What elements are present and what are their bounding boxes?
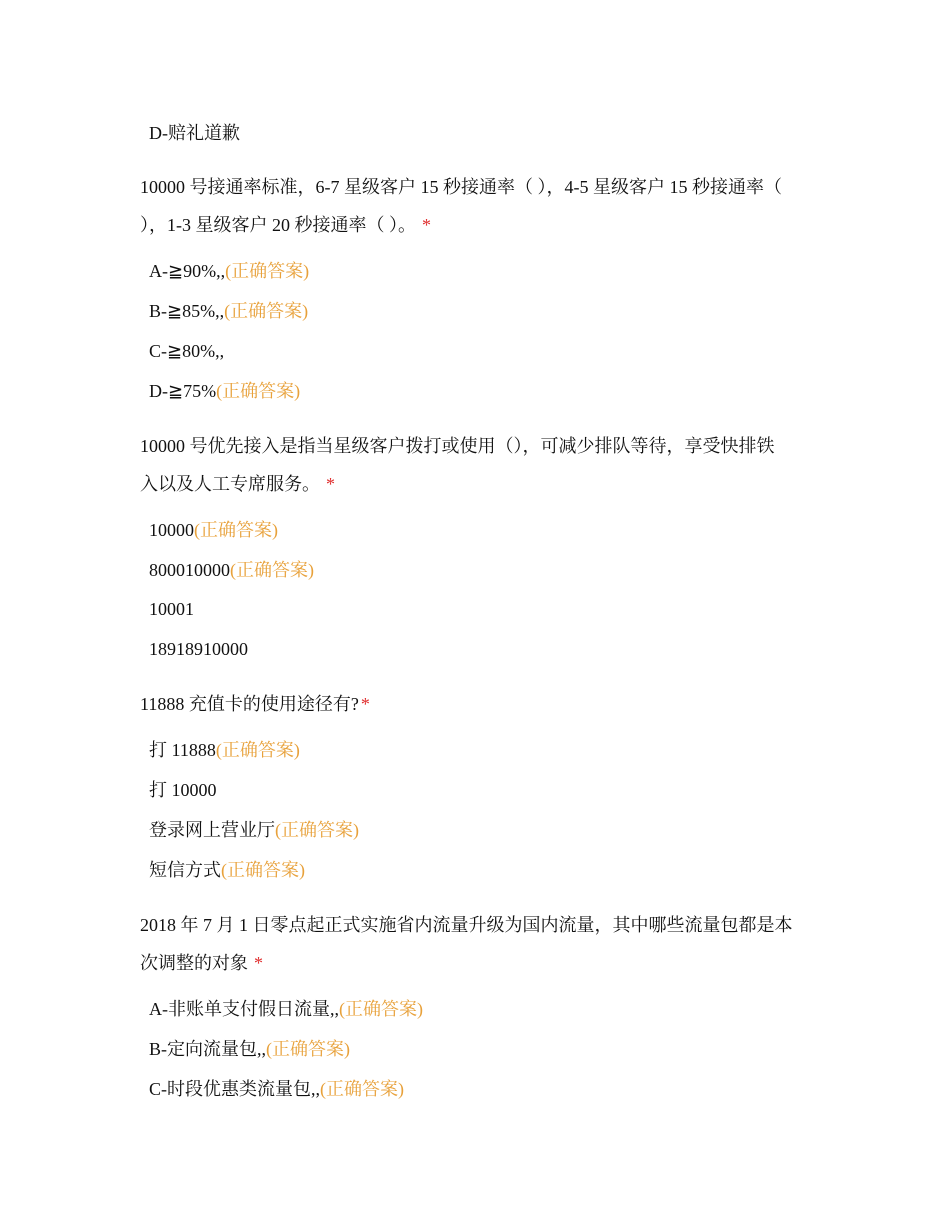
question-text-line — [140, 175, 782, 199]
option-line — [149, 259, 309, 283]
option-text: A-非账单支付假日流量,, — [149, 999, 339, 1019]
option-line — [149, 597, 194, 621]
correct-answer-tag: (正确答案) — [215, 740, 300, 760]
required-mark: * — [254, 953, 263, 973]
option-text: 短信方式 — [149, 860, 221, 880]
option-line — [149, 818, 359, 842]
option-line — [149, 339, 224, 363]
correct-answer-tag: (正确答案) — [320, 1079, 404, 1099]
correct-answer-tag: (正确答案) — [275, 820, 359, 840]
option-text: 登录网上营业厅 — [149, 820, 275, 840]
option-text: A-≧90%,, — [149, 261, 226, 281]
question-text: 10000 号优先接入是指当星级客户拨打或使用（），可减少排队等待，享受快排铁 — [140, 436, 775, 456]
question-text: 入以及人工专席服务。 — [140, 474, 320, 494]
option-text: D-赔礼道歉 — [149, 123, 240, 143]
correct-answer-tag: (正确答案) — [224, 301, 309, 321]
option-line — [149, 121, 240, 145]
question-text: 2018 年 7 月 1 日零点起正式实施省内流量升级为国内流量，其中哪些流量包都是本 — [140, 915, 793, 935]
option-line — [149, 379, 300, 403]
option-line — [149, 299, 308, 323]
option-line — [149, 637, 248, 661]
option-text: C-≧80%,, — [149, 341, 225, 361]
option-line — [149, 997, 423, 1021]
question-text: 10000 号接通率标准，6-7 星级客户 15 秒接通率（ ），4-5 星级客户 15 秒接通率（ — [140, 177, 782, 197]
correct-answer-tag: (正确答案) — [194, 520, 278, 540]
option-text: 10001 — [149, 599, 194, 619]
correct-answer-tag: (正确答案) — [221, 860, 305, 880]
correct-answer-tag: (正确答案) — [339, 999, 423, 1019]
required-mark: * — [422, 215, 431, 235]
question-text: 次调整的对象 — [140, 953, 248, 973]
option-text: B-定向流量包,, — [149, 1039, 266, 1059]
option-text: 800010000 — [149, 560, 230, 580]
option-line — [149, 518, 278, 542]
option-text: 打 10000 — [149, 780, 217, 800]
option-line — [149, 858, 305, 882]
question-text-line — [140, 951, 263, 975]
correct-answer-tag: (正确答案) — [225, 261, 310, 281]
question-text: 11888 充值卡的使用途径有? — [140, 694, 359, 714]
option-text: 10000 — [149, 520, 194, 540]
option-line — [149, 1037, 350, 1061]
option-text: B-≧85%,, — [149, 301, 225, 321]
question-text-line — [140, 913, 793, 937]
option-line — [149, 778, 217, 802]
option-text: C-时段优惠类流量包,, — [149, 1079, 320, 1099]
correct-answer-tag: (正确答案) — [216, 381, 301, 401]
required-mark: * — [360, 694, 370, 714]
question-text-line — [140, 434, 775, 458]
option-line — [149, 738, 300, 762]
option-text: D-≧75% — [149, 381, 217, 401]
option-text: 打 11888 — [149, 740, 216, 760]
question-text: ），1-3 星级客户 20 秒接通率（ ）。 — [140, 215, 416, 235]
question-text-line — [140, 213, 431, 237]
question-text-line — [140, 472, 335, 496]
option-line — [149, 1077, 404, 1101]
required-mark: * — [326, 474, 335, 494]
question-text-line — [140, 692, 370, 716]
correct-answer-tag: (正确答案) — [230, 560, 314, 580]
correct-answer-tag: (正确答案) — [266, 1039, 350, 1059]
option-text: 18918910000 — [149, 639, 248, 659]
option-line — [149, 558, 314, 582]
